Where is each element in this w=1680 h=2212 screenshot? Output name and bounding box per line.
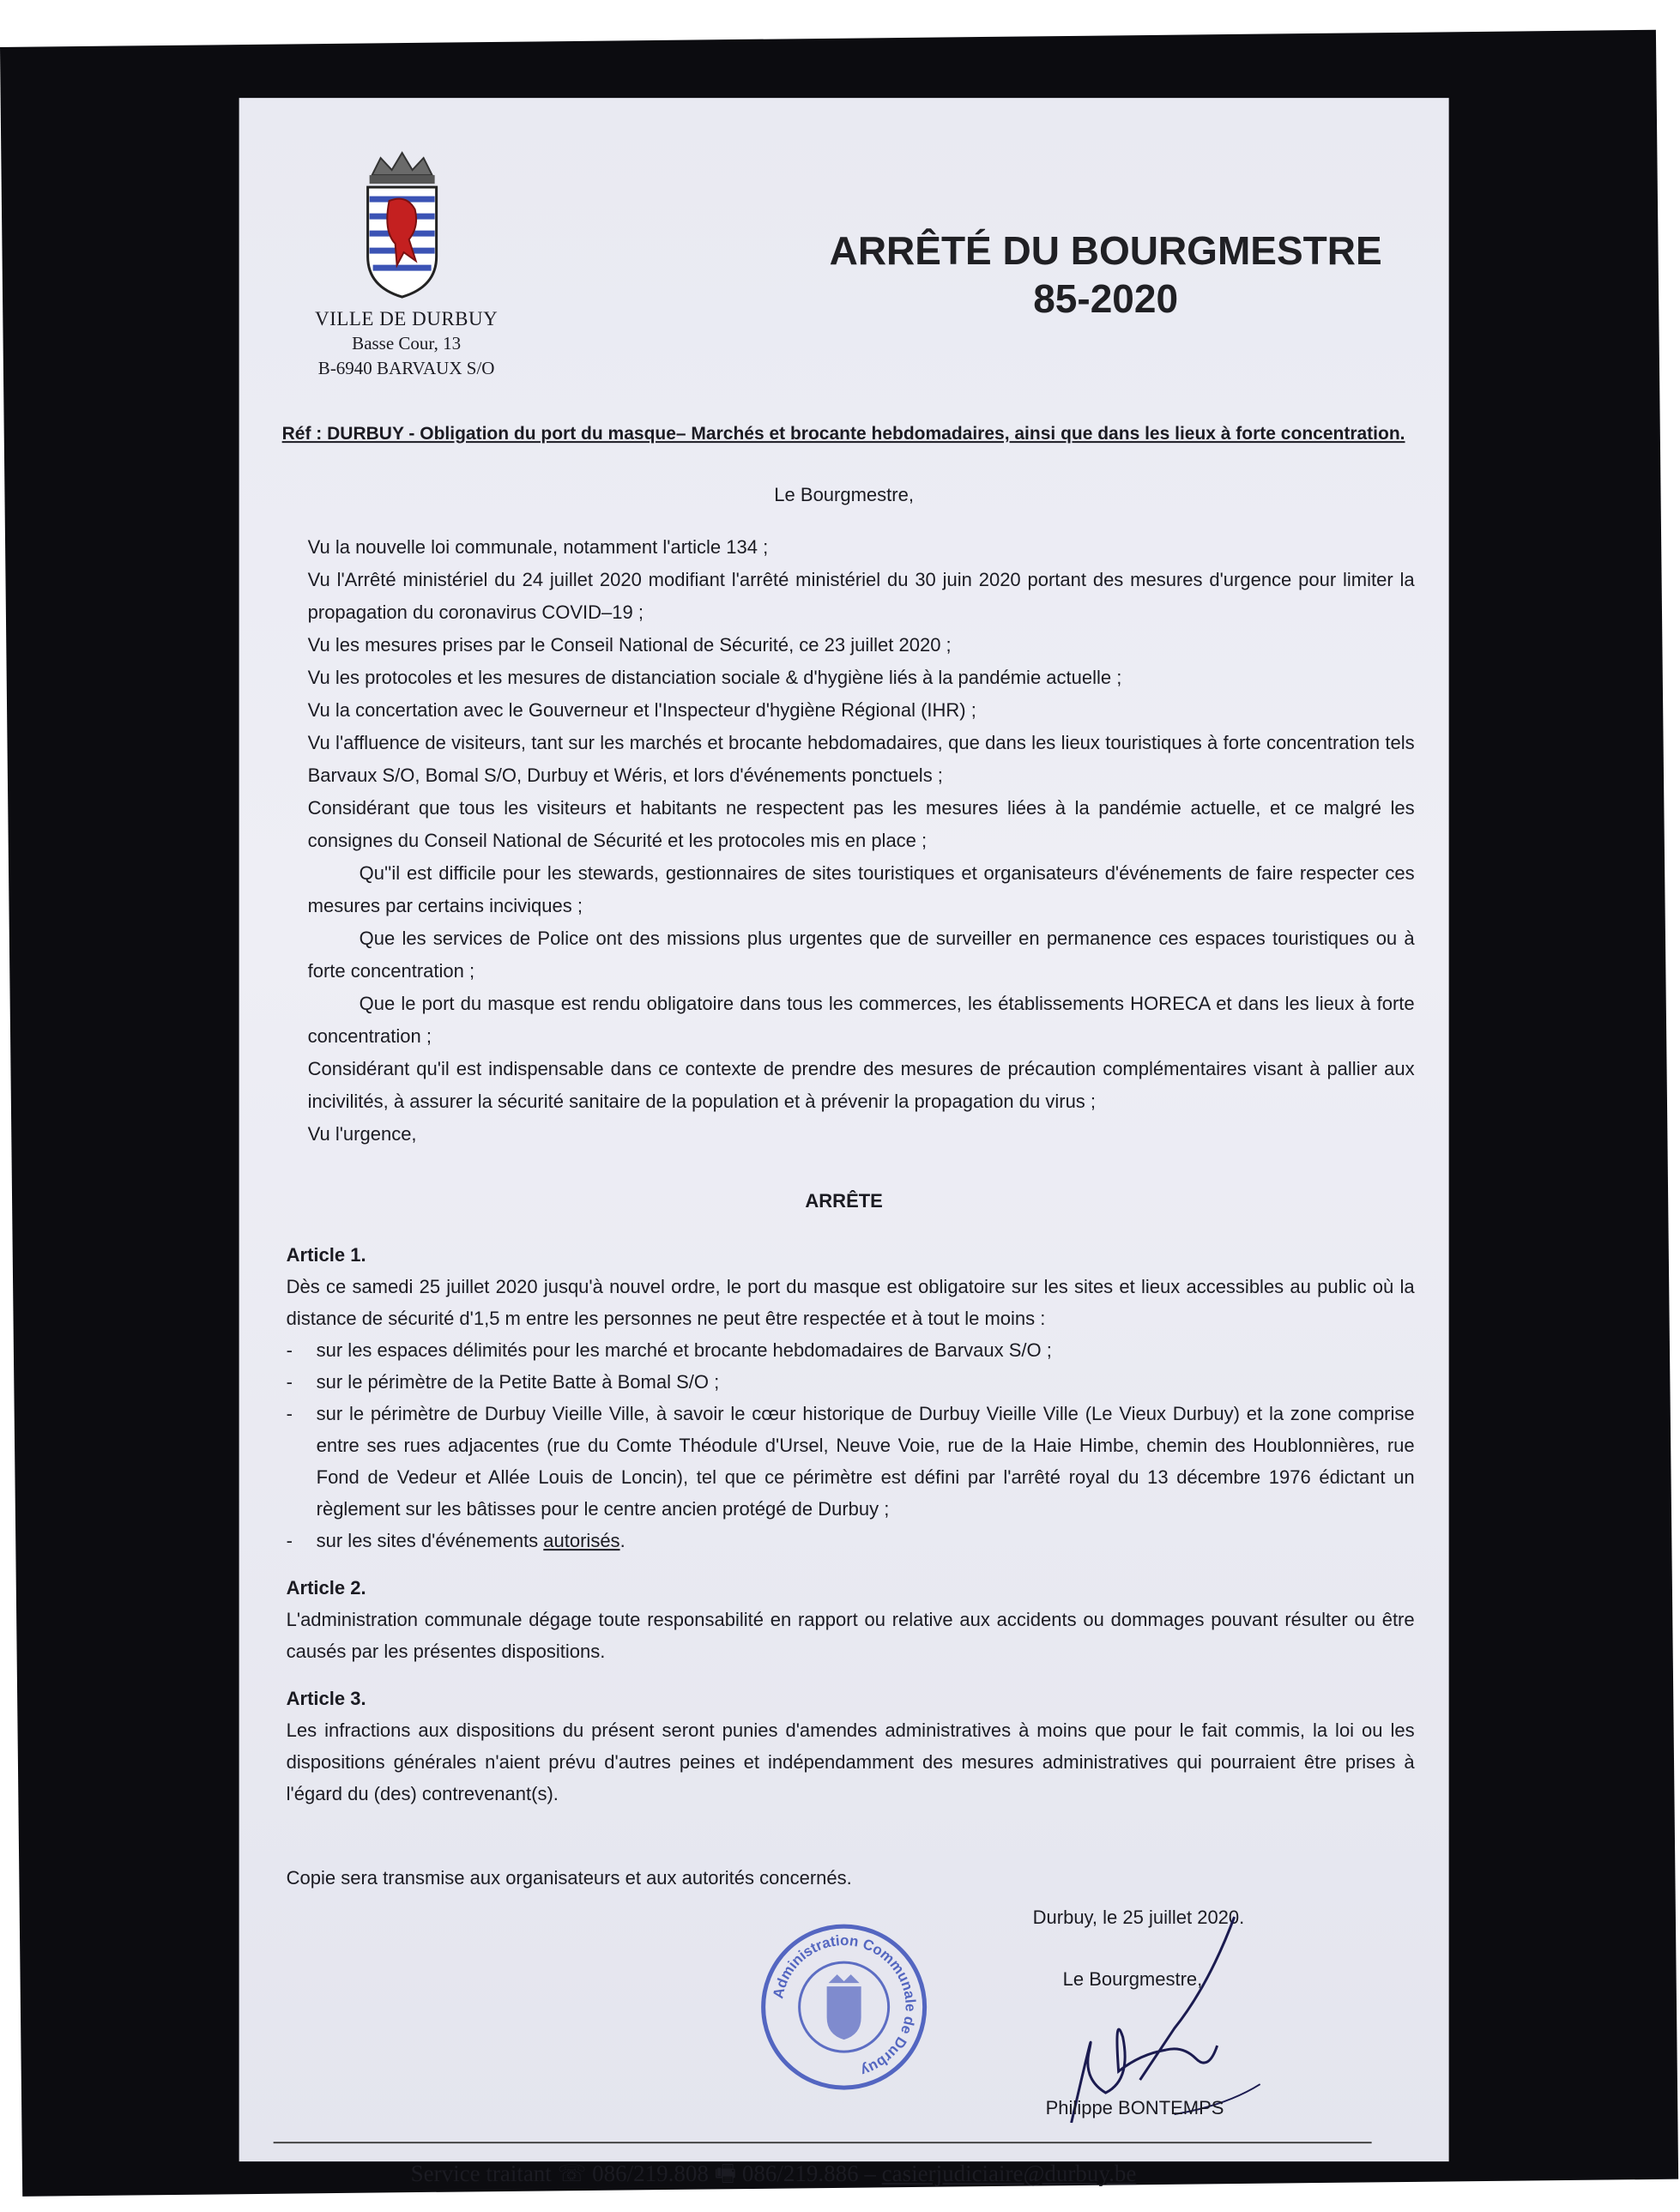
dash-bullet: -: [287, 1334, 293, 1366]
list-item-text: sur le périmètre de la Petite Batte à Bomal S/O ;: [317, 1371, 720, 1393]
document-page: [239, 98, 1449, 2161]
list-item-text: sur les sites d'événements: [317, 1530, 544, 1551]
consideration: Vu les mesures prises par le Conseil National de Sécurité, ce 23 juillet 2020 ;: [308, 629, 1415, 662]
article-3-text: Les infractions aux dispositions du présent seront punies d'amendes administratives à moins que pour le fait commis, la loi ou les dispositions générales n'aient prévu d'autres peines et indépendamment des mesures administratives qui pourraient être prises à l'égard du (des) contrevenant(s).: [287, 1714, 1415, 1810]
phone-icon: ☏: [558, 2161, 587, 2186]
durbuy-coat-of-arms-icon: [360, 149, 445, 299]
articles-block: [287, 1239, 1415, 1810]
underlined-word: autorisés: [543, 1530, 619, 1551]
title-line-1: ARRÊTÉ DU BOURGMESTRE: [797, 227, 1415, 275]
postal-address: B-6940 BARVAUX S/O: [282, 356, 531, 381]
reference-line: Réf : DURBUY - Obligation du port du masque– Marchés et brocante hebdomadaires, ainsi que dans les lieux à forte concentration.: [282, 424, 1484, 444]
consideration: Que le port du masque est rendu obligatoire dans tous les commerces, les établissements HORECA et dans les lieux à forte concentration ;: [308, 988, 1415, 1053]
fax-icon: 🖷: [715, 2161, 737, 2186]
handwritten-signature: [1037, 1908, 1295, 2123]
article-1-list: [287, 1334, 1415, 1556]
list-item-suffix: .: [620, 1530, 625, 1551]
article-3-title: Article 3.: [287, 1683, 1415, 1714]
email-link[interactable]: casierjudiciaire@durbuy.be: [882, 2161, 1137, 2186]
monitor-frame: [0, 30, 1678, 2197]
list-item: [287, 1525, 1415, 1556]
consideration: Vu l'affluence de visiteurs, tant sur les marchés et brocante hebdomadaires, que dans les lieux touristiques à forte concentration tels Barvaux S/O, Bomal S/O, Durbuy et Wéris, et lors d'événements ponctuels ;: [308, 727, 1415, 792]
consideration: Considérant qu'il est indispensable dans ce contexte de prendre des mesures de précaution complémentaires visant à pallier aux incivilités, à assurer la sécurité sanitaire de la population et à prévenir la propagation du virus ;: [308, 1053, 1415, 1118]
document-title: [797, 227, 1415, 323]
copy-notice: Copie sera transmise aux organisateurs et aux autorités concernés.: [287, 1867, 852, 1889]
footer-divider: [274, 2142, 1372, 2143]
svg-text:Administration Communale de Du: Administration Communale de Durbuy: [770, 1932, 918, 2079]
municipality-address: [282, 306, 531, 381]
dash-bullet: -: [287, 1525, 293, 1556]
signatory-name: Philippe BONTEMPS: [1046, 2097, 1224, 2119]
article-1-intro: Dès ce samedi 25 juillet 2020 jusqu'à nouvel ordre, le port du masque est obligatoire sur les sites et lieux accessibles au public où la distance de sécurité d'1,5 m entre les personnes ne peut être respectée et à tout le moins :: [287, 1271, 1415, 1334]
considerations-block: [308, 531, 1415, 1151]
signature-role: Le Bourgmestre,: [1063, 1968, 1203, 1991]
list-item: [287, 1334, 1415, 1366]
article-2-title: Article 2.: [287, 1572, 1415, 1604]
phone-number: 086/219.808: [592, 2161, 709, 2186]
consideration: Vu les protocoles et les mesures de distanciation sociale & d'hygiène liés à la pandémie actuelle ;: [308, 662, 1415, 694]
article-1-title: Article 1.: [287, 1239, 1415, 1271]
list-item: [287, 1398, 1415, 1525]
list-item-text: sur le périmètre de Durbuy Vieille Ville, à savoir le cœur historique de Durbuy Vieille Ville (Le Vieux Durbuy) et la zone comprise entre ses rues adjacentes (rue du Comte Théodule d'Ursel, Neuve Voie, rue de la Haie Himbe, chemin des Houblonnières, rue Fond de Vedeur et Allée Louis de Loncin), tel que ce périmètre est défini par l'arrêté royal du 13 décembre 1976 édictant un règlement sur les bâtisses pour le centre ancien protégé de Durbuy ;: [317, 1403, 1415, 1520]
place-date: Durbuy, le 25 juillet 2020.: [1033, 1907, 1245, 1929]
dash-bullet: -: [287, 1398, 293, 1429]
consideration: Considérant que tous les visiteurs et habitants ne respectent pas les mesures liées à la pandémie actuelle, et ce malgré les consignes du Conseil National de Sécurité et les protocoles mis en place ;: [308, 792, 1415, 857]
street-address: Basse Cour, 13: [282, 331, 531, 356]
salutation: Le Bourgmestre,: [239, 484, 1449, 506]
consideration: Vu la nouvelle loi communale, notamment l'article 134 ;: [308, 531, 1415, 564]
arrete-heading: ARRÊTE: [239, 1190, 1449, 1212]
consideration: Vu l'urgence,: [308, 1118, 1415, 1151]
dash-bullet: -: [287, 1366, 293, 1398]
consideration: Vu la concertation avec le Gouverneur et l'Inspecteur d'hygiène Régional (IHR) ;: [308, 694, 1415, 727]
consideration: Vu l'Arrêté ministériel du 24 juillet 2020 modifiant l'arrêté ministériel du 30 juin 2020 portant des mesures d'urgence pour limiter la propagation du coronavirus COVID–19 ;: [308, 564, 1415, 629]
list-item-text: sur les espaces délimités pour les marché et brocante hebdomadaires de Barvaux S/O ;: [317, 1339, 1052, 1361]
service-label: Service traitant: [411, 2161, 552, 2186]
footer-contact: [411, 2157, 1137, 2197]
fax-number: 086/219.886 –: [742, 2161, 876, 2186]
title-line-2: 85-2020: [797, 275, 1415, 323]
list-item: [287, 1366, 1415, 1398]
article-2-text: L'administration communale dégage toute responsabilité en rapport ou relative aux accidents ou dommages pouvant résulter ou être causés par les présentes dispositions.: [287, 1604, 1415, 1667]
municipal-seal-stamp: [758, 1921, 930, 2093]
consideration: Que les services de Police ont des missions plus urgentes que de surveiller en permanence ces espaces touristiques ou à forte concentration ;: [308, 922, 1415, 988]
town-name: VILLE DE DURBUY: [282, 306, 531, 331]
consideration: Qu''il est difficile pour les stewards, gestionnaires de sites touristiques et organisateurs d'événements de faire respecter ces mesures par certains inciviques ;: [308, 857, 1415, 922]
